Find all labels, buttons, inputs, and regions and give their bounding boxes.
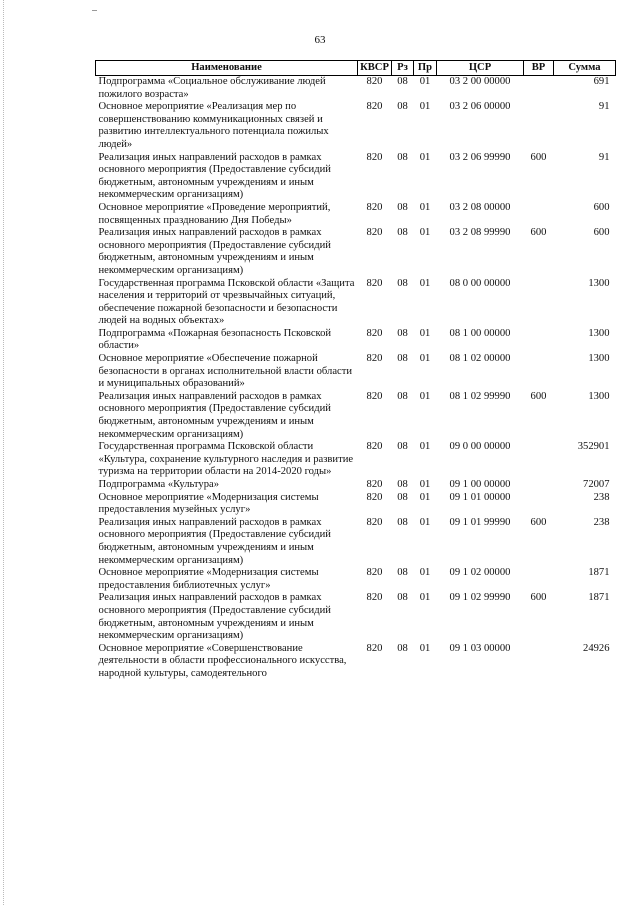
cell-rz: 08: [397, 227, 408, 239]
header-csr: ЦСР: [437, 61, 524, 76]
budget-table: [95, 60, 616, 681]
cell-vr: 600: [530, 516, 547, 528]
cell-name: Основное мероприятие «Реализация мер по совершенствованию коммуникационных связей и развитию интеллектуального потенциала пожилых людей»: [98, 101, 329, 150]
cell-vr: 600: [530, 592, 547, 604]
cell-rz: 08: [397, 353, 408, 365]
cell-name: Реализация иных направлений расходов в рамках основного мероприятия (Предоставление субсидий бюджетным, автономным учреждениям и иным некоммерческим организациям): [98, 592, 331, 642]
cell-kvsr: 820: [366, 151, 383, 163]
cell-name: Реализация иных направлений расходов в рамках основного мероприятия (Предоставление субсидий бюджетным, автономным учреждениям и иным некоммерческим организациям): [98, 151, 331, 201]
cell-kvsr: 820: [366, 567, 383, 579]
cell-csr: 08 1 02 00000: [449, 353, 511, 365]
cell-pr: 01: [419, 441, 431, 453]
table-row: [96, 227, 616, 277]
cell-name: Основное мероприятие «Модернизация системы предоставления библиотечных услуг»: [98, 567, 319, 591]
cell-csr: 03 2 08 99990: [449, 227, 511, 239]
cell-rz: 08: [397, 390, 408, 402]
cell-rz: 08: [397, 491, 408, 503]
cell-vr: 600: [530, 227, 547, 239]
cell-name: Основное мероприятие «Обеспечение пожарной безопасности в органах исполнительной власти области и муниципальных образований»: [98, 353, 353, 390]
cell-rz: 08: [397, 567, 408, 579]
cell-rz: 08: [397, 479, 408, 490]
cell-vr: [524, 567, 554, 592]
cell-sum: 1300: [588, 327, 610, 339]
cell-name: Реализация иных направлений расходов в рамках основного мероприятия (Предоставление субсидий бюджетным, автономным учреждениям и иным некоммерческим организациям): [98, 390, 331, 440]
cell-name: Подпрограмма «Пожарная безопасность Псковской области»: [98, 327, 332, 352]
cell-vr: [524, 479, 554, 492]
cell-sum: 691: [593, 76, 610, 87]
cell-pr: 01: [419, 201, 431, 213]
cell-rz: 08: [397, 277, 408, 289]
table-row: [96, 353, 616, 391]
cell-kvsr: 820: [366, 76, 383, 87]
cell-name: Реализация иных направлений расходов в рамках основного мероприятия (Предоставление субсидий бюджетным, автономным учреждениям и иным некоммерческим организациям): [98, 227, 331, 276]
cell-kvsr: 820: [366, 491, 383, 503]
cell-rz: 08: [397, 516, 408, 528]
cell-kvsr: 820: [366, 353, 383, 365]
cell-rz: 08: [397, 642, 408, 654]
table-row: [96, 567, 616, 592]
table-row: [96, 76, 616, 102]
cell-kvsr: 820: [366, 642, 383, 654]
cell-name: Реализация иных направлений расходов в рамках основного мероприятия (Предоставление субсидий бюджетным, автономным учреждениям и иным некоммерческим организациям): [98, 516, 331, 566]
cell-pr: 01: [419, 353, 431, 365]
cell-csr: 03 2 00 00000: [449, 76, 511, 87]
cell-rz: 08: [397, 592, 408, 604]
scan-margin-line: [3, 0, 4, 905]
cell-kvsr: 820: [366, 101, 383, 113]
cell-vr: 600: [530, 390, 547, 402]
table-row: [96, 517, 616, 567]
cell-sum: 600: [593, 201, 610, 213]
cell-sum: 91: [598, 101, 610, 113]
cell-csr: 08 1 00 00000: [449, 327, 511, 339]
cell-sum: 24926: [583, 642, 610, 654]
cell-sum: 238: [593, 516, 610, 528]
cell-name: Подпрограмма «Культура»: [98, 479, 220, 490]
cell-kvsr: 820: [366, 390, 383, 402]
header-name: Наименование: [96, 61, 358, 76]
cell-csr: 08 1 02 99990: [449, 390, 511, 402]
cell-rz: 08: [397, 101, 408, 113]
cell-rz: 08: [397, 151, 408, 163]
cell-vr: [524, 441, 554, 479]
cell-vr: [524, 278, 554, 328]
cell-kvsr: 820: [366, 327, 383, 339]
cell-csr: 03 2 06 00000: [449, 101, 511, 113]
table-row: [96, 278, 616, 328]
cell-vr: [524, 202, 554, 227]
cell-kvsr: 820: [366, 592, 383, 604]
cell-sum: 1300: [588, 390, 610, 402]
header-kvsr: КВСР: [358, 61, 392, 76]
cell-pr: 01: [419, 592, 431, 604]
cell-csr: 08 0 00 00000: [449, 277, 511, 289]
table-row: [96, 492, 616, 517]
cell-kvsr: 820: [366, 479, 383, 490]
cell-pr: 01: [419, 491, 431, 503]
table-row: [96, 643, 616, 681]
cell-name: Подпрограмма «Социальное обслуживание людей пожилого возраста»: [98, 76, 326, 100]
cell-csr: 09 1 01 99990: [449, 516, 511, 528]
cell-csr: 09 1 02 99990: [449, 592, 511, 604]
cell-sum: 91: [598, 151, 610, 163]
cell-pr: 01: [419, 479, 431, 490]
cell-kvsr: 820: [366, 516, 383, 528]
cell-vr: [524, 76, 554, 102]
cell-kvsr: 820: [366, 227, 383, 239]
cell-sum: 1871: [588, 592, 610, 604]
cell-csr: 09 1 02 00000: [449, 567, 511, 579]
cell-name: Основное мероприятие «Проведение мероприятий, посвященных празднованию Дня Победы»: [98, 201, 331, 226]
table-row: [96, 202, 616, 227]
cell-csr: 09 1 03 00000: [449, 642, 511, 654]
cell-pr: 01: [419, 76, 431, 87]
cell-csr: 03 2 06 99990: [449, 151, 511, 163]
cell-csr: 09 1 01 00000: [449, 491, 511, 503]
cell-kvsr: 820: [366, 441, 383, 453]
cell-pr: 01: [419, 227, 431, 239]
cell-pr: 01: [419, 516, 431, 528]
cell-pr: 01: [419, 567, 431, 579]
cell-rz: 08: [397, 327, 408, 339]
cell-name: Государственная программа Псковской области «Защита населения и территорий от чрезвычайных ситуаций, обеспечение пожарной безопасности и безопасности людей на водных объектах»: [98, 277, 355, 327]
cell-vr: [524, 328, 554, 353]
cell-sum: 600: [593, 227, 610, 239]
table-row: [96, 441, 616, 479]
cell-vr: [524, 492, 554, 517]
header-sum: Сумма: [554, 61, 616, 76]
header-vr: ВР: [524, 61, 554, 76]
cell-rz: 08: [397, 201, 408, 213]
cell-vr: [524, 643, 554, 681]
table-row: [96, 592, 616, 642]
cell-kvsr: 820: [366, 277, 383, 289]
table-row: [96, 479, 616, 492]
cell-kvsr: 820: [366, 201, 383, 213]
table-row: [96, 328, 616, 353]
header-pr: Пр: [414, 61, 437, 76]
cell-sum: 1300: [588, 353, 610, 365]
cell-pr: 01: [419, 390, 431, 402]
cell-csr: 09 1 00 00000: [449, 479, 511, 490]
cell-rz: 08: [397, 441, 408, 453]
cell-pr: 01: [419, 277, 431, 289]
scan-speck: [92, 10, 97, 11]
table-row: [96, 101, 616, 151]
cell-csr: 09 0 00 00000: [449, 441, 511, 453]
cell-sum: 238: [593, 491, 610, 503]
table-header-row: [96, 61, 616, 76]
cell-pr: 01: [419, 642, 431, 654]
table-row: [96, 152, 616, 202]
cell-vr: [524, 101, 554, 151]
table-row: [96, 391, 616, 441]
cell-sum: 1871: [588, 567, 610, 579]
page-number: 63: [314, 34, 326, 46]
cell-pr: 01: [419, 327, 431, 339]
cell-sum: 352901: [577, 441, 610, 453]
cell-csr: 03 2 08 00000: [449, 201, 511, 213]
cell-vr: [524, 353, 554, 391]
cell-name: Основное мероприятие «Модернизация системы предоставления музейных услуг»: [98, 491, 319, 516]
cell-pr: 01: [419, 101, 431, 113]
cell-pr: 01: [419, 151, 431, 163]
cell-vr: 600: [530, 151, 547, 163]
cell-name: Государственная программа Псковской области «Культура, сохранение культурного наследия и развитие туризма на территории области на 2014-2020 годы»: [98, 441, 354, 478]
cell-sum: 72007: [583, 479, 610, 490]
cell-rz: 08: [397, 76, 408, 87]
cell-sum: 1300: [588, 277, 610, 289]
header-rz: Рз: [392, 61, 414, 76]
cell-name: Основное мероприятие «Совершенствование деятельности в области профессионального искусства, народной культуры, самодеятельного: [98, 642, 347, 679]
